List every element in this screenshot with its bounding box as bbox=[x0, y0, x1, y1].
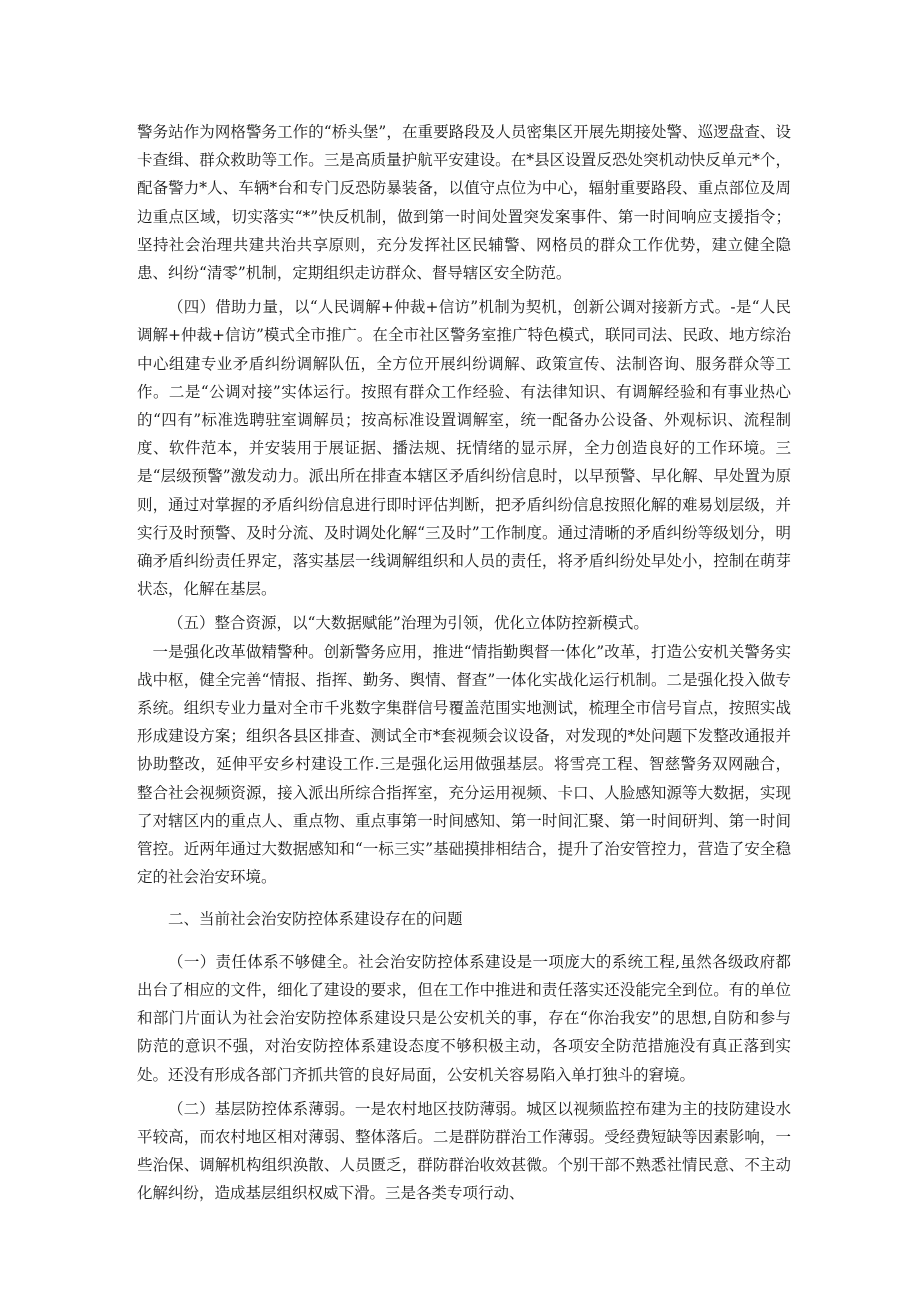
document-body bbox=[137, 118, 791, 1208]
section-heading-problems: 二、当前社会治安防控体系建设存在的问题 bbox=[168, 910, 463, 929]
paragraph-problem-two: （二）基层防控体系薄弱。一是农村地区技防薄弱。城区以视频监控布建为主的技防建设水平较高，而农村地区相对薄弱、整体落后。二是群防群治工作薄弱。受经费短缺等因素影响，一些治保、调解机构组织涣散、人员匮乏，群防群治收效甚微。个别干部不熟悉社情民意、不主动化解纠纷，造成基层组织权威下滑。三是各类专项行动、 bbox=[137, 1099, 791, 1203]
paragraph-problem-one: （一）责任体系不够健全。社会治安防控体系建设是一项庞大的系统工程,虽然各级政府都出台了相应的文件，细化了建设的要求，但在工作中推进和责任落实还没能完全到位。有的单位和部门片面认为社会治安防控体系建设只是公安机关的事，存在“你治我安”的思想,自防和参与防范的意识不强，对治安防控体系建设态度不够积极主动，各项安全防范措施没有真正落到实处。还没有形成各部门齐抓共管的良好局面，公安机关容易陷入单打独斗的窘境。 bbox=[137, 952, 791, 1084]
paragraph-section-five-title: （五）整合资源，以“大数据赋能”治理为引领，优化立体防控新模式。 bbox=[168, 614, 649, 633]
paragraph-section-five-body: 一是强化改革做精警种。创新警务应用，推进“情指勤舆督一体化”改革，打造公安机关警务实战中枢，健全完善“情报、指挥、勤务、舆情、督查”一体化实战化运行机制。二是强化投入做专系统。组织专业力量对全市千兆数字集群信号覆盖范围实地测试，梳理全市信号盲点，按照实战形成建设方案；组织各县区排查、测试全市*套视频会议设备，对发现的*处问题下发整改通报并协助整改，延伸平安乡村建设工作.三是强化运用做强基层。将雪亮工程、智慈警务双网融合，整合社会视频资源，接入派出所综合指挥室，充分运用视频、卡口、人脸感知源等大数据，实现了对辖区内的重点人、重点物、重点事第一时间感知、第一时间汇聚、第一时间研判、第一时间管控。近两年通过大数据感知和“一标三实”基础摸排相结合，提升了治安管控力，营造了安全稳定的社会治安环境。 bbox=[137, 642, 791, 887]
paragraph-police-station: 警务站作为网格警务工作的“桥头堡”，在重要路段及人员密集区开展先期接处警、巡逻盘查、设卡查缉、群众救助等工作。三是高质量护航平安建设。在*县区设置反恐处突机动快反单元*个，配备警力*人、车辆*台和专门反恐防暴装备，以值守点位为中心，辐射重要路段、重点部位及周边重点区域，切实落实“*”快反机制，做到第一时间处置突发案事件、第一时间响应支援指令；坚持社会治理共建共治共享原则，充分发挥社区民辅警、网格员的群众工作优势，建立健全隐患、纠纷“清零”机制，定期组织走访群众、督导辖区安全防范。 bbox=[137, 123, 791, 283]
paragraph-section-four: （四）借助力量，以“人民调解+仲裁+信访”机制为契机，创新公调对接新方式。-是“人民调解+仲裁+信访”模式全市推广。在全市社区警务室推广特色模式，联同司法、民政、地方综治中心组建专业矛盾纠纷调解队伍，全方位开展纠纷调解、政策宣传、法制咨询、服务群众等工作。二是“公调对接”实体运行。按照有群众工作经验、有法律知识、有调解经验和有事业热心的“四有”标准选聘驻室调解员；按高标准设置调解室，统一配备办公设备、外观标识、流程制度、软件范本，并安装用于展证据、播法规、抚情绪的显示屏，全力创造良好的工作环境。三是“层级预警”激发动力。派出所在排查本辖区矛盾纠纷信息时，以早预警、早化解、早处置为原则，通过对掌握的矛盾纠纷信息进行即时评估判断，把矛盾纠纷信息按照化解的难易划层级，并实行及时预警、及时分流、及时调处化解“三及时”工作制度。通过清晰的矛盾纠纷等级划分，明确矛盾纠纷责任界定，落实基层一线调解组织和人员的责任，将矛盾纠纷处早处小，控制在萌芽状态，化解在基层。 bbox=[137, 298, 791, 599]
